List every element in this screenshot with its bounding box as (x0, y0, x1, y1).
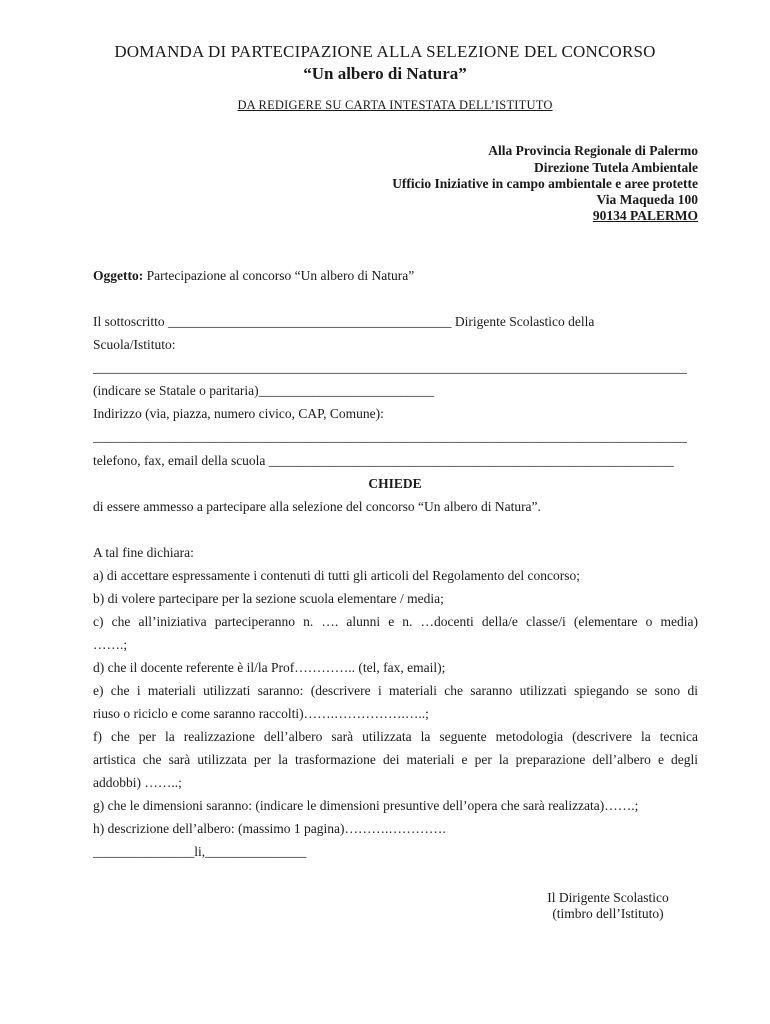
recipient-line-5: 90134 PALERMO (592, 208, 698, 223)
recipient-line-1: Alla Provincia Regionale di Palermo (488, 143, 698, 158)
declaration-f-line-3: addobbi) ……..; (93, 775, 182, 790)
declaration-g: g) che le dimensioni saranno: (indicare le dimensioni presuntive dell’opera che sarà realizzata)…….; (93, 798, 639, 813)
declaration-c-line-1: c) che all’iniziativa parteciperanno n. …. alunni e n. …docenti della/e classe/i (elementare o media) (93, 614, 698, 629)
signatory-line: Il sottoscritto __________________________________________ Dirigente Scolastico della (93, 314, 595, 329)
school-label: Scuola/Istituto: (93, 337, 176, 352)
declaration-b: b) di volere partecipare per la sezione scuola elementare / media; (93, 591, 444, 606)
document-title: DOMANDA DI PARTECIPAZIONE ALLA SELEZIONE DEL CONCORSO (114, 42, 656, 61)
recipient-line-2: Direzione Tutela Ambientale (534, 160, 698, 175)
declaration-d: d) che il docente referente è il/la Prof………….. (tel, fax, email); (93, 660, 446, 675)
declaration-e-line-1: e) che i materiali utilizzati saranno: (descrivere i materiali che saranno utilizzati spiegando se sono di (93, 683, 698, 698)
place-date-line: _______________li,_______________ (93, 844, 307, 859)
signature-title: Il Dirigente Scolastico (547, 890, 669, 905)
request-heading: CHIEDE (368, 476, 422, 491)
signature-stamp-note: (timbro dell’Istituto) (552, 906, 664, 921)
declaration-c-line-2: …….; (93, 637, 128, 652)
recipient-line-4: Via Maqueda 100 (596, 192, 698, 207)
declaration-a: a) di accettare espressamente i contenuti di tutti gli articoli del Regolamento del concorso; (93, 568, 580, 583)
declaration-e-line-2: riuso o riciclo e come saranno raccolti)…….…………….…..; (93, 706, 429, 721)
declaration-f-line-2: artistica che sarà utilizzata per la trasformazione dei materiali e per la preparazione dell’albero e degli (93, 752, 698, 767)
recipient-line-3: Ufficio Iniziative in campo ambientale e aree protette (392, 176, 698, 191)
subject-text: Partecipazione al concorso “Un albero di Natura” (143, 268, 415, 283)
letterhead-instruction: DA REDIGERE SU CARTA INTESTATA DELL’ISTITUTO (237, 98, 553, 112)
request-text: di essere ammesso a partecipare alla selezione del concorso “Un albero di Natura”. (93, 499, 541, 514)
subject-label: Oggetto: (93, 268, 144, 283)
contact-line: telefono, fax, email della scuola ____________________________________________________________ (93, 453, 674, 468)
blank-line-1: ________________________________________________________________________________________ (93, 360, 687, 375)
declaration-intro: A tal fine dichiara: (93, 545, 194, 560)
declaration-f-line-1: f) che per la realizzazione dell’albero sarà utilizzata la seguente metodologia (descrivere la tecnica (93, 729, 698, 744)
blank-line-2: ________________________________________________________________________________________ (93, 429, 687, 444)
subject-line (93, 268, 414, 284)
contest-name: “Un albero di Natura” (303, 64, 467, 83)
declaration-h: h) descrizione dell’albero: (massimo 1 pagina)……….…………. (93, 821, 446, 836)
school-type-line: (indicare se Statale o paritaria)__________________________ (93, 383, 435, 398)
address-label: Indirizzo (via, piazza, numero civico, CAP, Comune): (93, 406, 384, 421)
